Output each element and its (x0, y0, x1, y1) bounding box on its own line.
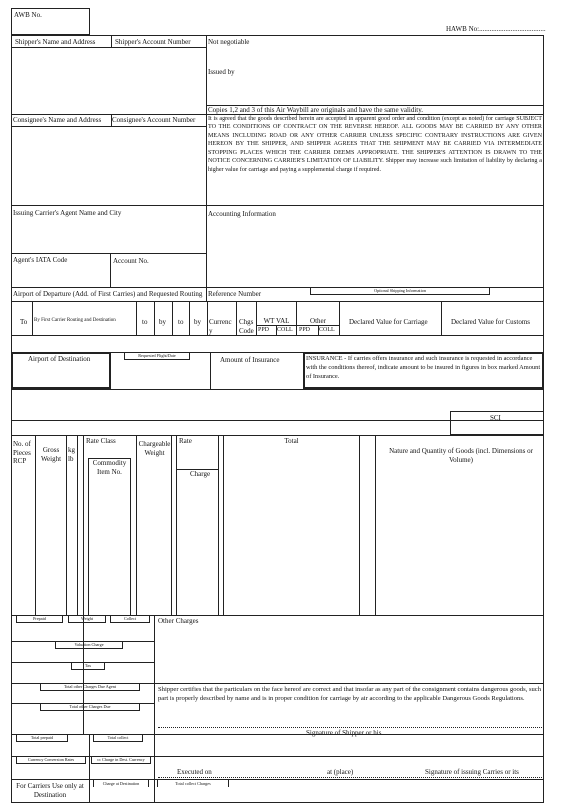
bottom-divider-1 (89, 734, 90, 802)
shipper-header-line (11, 47, 207, 48)
declared-carriage-label: Declared Value for Carriage (349, 318, 428, 326)
total-collect-tab (93, 734, 143, 742)
goods-col-11 (223, 435, 224, 615)
route-col-4 (172, 301, 173, 335)
declared-customs-label: Declared Value for Customs (451, 318, 530, 326)
goods-col-4 (83, 435, 84, 615)
carrier-use-line (11, 779, 544, 780)
weight-tab (68, 615, 106, 623)
airport-destination-label: Airport of Destination (28, 355, 91, 363)
route-col-2 (136, 301, 137, 335)
total-prepaid-tab (16, 734, 68, 742)
goods-col-8 (171, 435, 172, 615)
other-coll-label: COLL (319, 327, 335, 333)
insurance-text: INSURANCE - If carries offers insurance and such insurance is requested in accordance with the conditions thereof, indicate amount to be insured in figures in box marked Amount of Insurance. (306, 355, 541, 380)
route-col-1 (32, 301, 33, 335)
requested-flight-label: Requested Flight/Date (138, 353, 176, 358)
optional-shipping-label: Optional Shipping Information (374, 288, 426, 293)
gross-weight-label: Gross Weight (40, 446, 62, 463)
currency-conversion-label: Currency Conversion Rates (27, 757, 75, 762)
reference-divider (206, 287, 207, 301)
goods-col-7 (136, 435, 137, 615)
cc-charges-dest-label: cc Charge in Dest. Currency (97, 757, 145, 762)
wt-coll-label: COLL (277, 327, 293, 333)
contract-conditions-text: It is agreed that the goods described herein are accepted in apparent good order and condition (except as noted) for carriage SUBJECT TO THE CONDITIONS OF CONTRACT ON THE REVERSE HEREOF. ALL GOODS MAY BE CARRIED BY ANY OTHER MEANS INCLUDING ROAD OR ANY OTHER CARRIER UNLESS SPECIFIC CONTRARY INSTRUCTIONS ARE GIVEN HEREON BY THE SHIPPER, AND SHIPPER AGREES THAT THE SHIPMENT MAY BE CARRIED VIA INTERMEDIATE STOPPING PLACES WHICH THE CARRIER DEEMS APPROPRIATE. THE SHIPPER'S ATTENTION IS DRAWN TO THE NOTICE CONCERNING CARRIER'S LIMITATION OF LIABILITY. Shipper may increase such limitation of liability by declaring a higher value for carriage and paying a supplemental charge if required. (208, 116, 542, 173)
not-negotiable-label: Not negotiable (208, 38, 250, 46)
nature-quantity-label: Nature and Quantity of Goods (incl. Dimensions or Volume) (389, 447, 533, 464)
accounting-information-label: Accounting Information (208, 210, 276, 218)
tax-label: Tax (84, 663, 92, 668)
total-collect-charges-label: Total collect Charges (175, 781, 211, 786)
goods-col-6 (130, 458, 131, 615)
route-col-6 (207, 301, 208, 335)
goods-col-5 (88, 458, 89, 615)
flight-divider (210, 352, 211, 389)
route-col-7 (236, 301, 237, 335)
total-other-agent-tab (40, 683, 140, 691)
copies-note: Copies 1,2 and 3 of this Air Waybill are originals and have the same validity. (208, 106, 424, 114)
currency-label: Currency (209, 318, 232, 335)
shipper-name-address-label: Shipper's Name and Address (15, 38, 96, 46)
amount-insurance-label: Amount of Insurance (220, 356, 280, 364)
goods-col-12 (359, 435, 360, 615)
shipper-certification-text: Shipper certifies that the particulars on the face hereof are correct and that insofar as any part of the consignment contains dangerous goods, such part is properly described by name and is in proper condition for carriage by air according to the applicable Dangerous Goods Regulations. (158, 686, 542, 702)
form-left-border (11, 35, 12, 803)
no-of-pieces-label: No. of Pieces RCP (13, 440, 31, 465)
goods-col-1 (35, 435, 36, 615)
shipper-signature-line (158, 727, 542, 728)
kg-lb-label: kg lb (68, 446, 75, 463)
shipper-header-divider (111, 35, 112, 47)
goods-col-3 (77, 435, 78, 615)
consignee-name-address-label: Consignee's Name and Address (13, 116, 102, 124)
wt-val-label: WT VAL (263, 317, 290, 325)
awb-no-label: AWB No. (14, 11, 42, 19)
route-col-5 (189, 301, 190, 335)
valuation-charge-label: Valuation Charge (74, 642, 104, 647)
iata-divider (110, 253, 111, 287)
prepaid-tab (16, 615, 63, 623)
other-ppd-label: PPD (299, 327, 311, 333)
requested-flight-tab (124, 352, 190, 360)
prepaid-label: Prepaid (33, 616, 46, 621)
other-label: Other (310, 317, 326, 325)
reference-number-label: Reference Number (208, 290, 262, 298)
rate-label: Rate (179, 437, 192, 445)
route-to2-label: to (142, 318, 148, 326)
wt-ppd-label: PPD (258, 327, 270, 333)
total-other-agent-label: Total other Charges Due Agent (64, 684, 116, 689)
chgs-code-label: Chgs Code (239, 318, 254, 335)
weight-label: Weight (81, 616, 93, 621)
collect-label: Collect (123, 616, 137, 621)
prepaid-collect-divider (83, 615, 84, 735)
total-prepaid-line (11, 734, 544, 735)
cc-charges-dest-tab (91, 756, 151, 764)
tax-tab (71, 662, 105, 670)
hawb-no-label: HAWB No:...................................... (446, 25, 546, 33)
route-to-label: To (20, 318, 28, 326)
issuing-carrier-agent-label: Issuing Carrier's Agent Name and City (13, 209, 122, 217)
executed-on-label: Executed on (177, 768, 212, 776)
handling-top-line (11, 389, 544, 390)
charges-divider (154, 615, 155, 734)
route-col-10 (339, 301, 340, 335)
charge-label: Charge (190, 470, 211, 478)
rate-class-label: Rate Class (86, 437, 116, 445)
total-label: Total (284, 437, 299, 445)
form-top-border (11, 35, 544, 36)
route-to3-label: to (178, 318, 184, 326)
executed-line (158, 777, 542, 778)
other-charges-label: Other Charges (158, 617, 199, 625)
goods-col-9 (176, 435, 177, 615)
airport-departure-label: Airport of Departure (Add. of First Carries) and Requested Routing (13, 290, 203, 298)
consignee-header-line (11, 126, 207, 127)
commodity-item-label: Commodity Item No. (92, 459, 127, 476)
consignee-account-number-label: Consignee's Account Number (112, 116, 196, 124)
issued-by-label: Issued by (208, 68, 235, 76)
collect-tab (110, 615, 150, 623)
agent-top-line (11, 205, 544, 206)
goods-header-top-line (11, 435, 544, 436)
signature-shipper-label: Signature of Shipper or his (306, 729, 382, 737)
total-collect-charges-tab (157, 779, 229, 787)
at-place-label: at (place) (327, 768, 354, 776)
goods-col-13 (375, 435, 376, 615)
bottom-divider-2 (154, 734, 155, 802)
currency-conversion-tab (16, 756, 86, 764)
charges-at-destination-tab (93, 779, 149, 787)
main-column-divider (206, 35, 207, 287)
route-col-3 (154, 301, 155, 335)
sci-label: SCI (490, 414, 501, 422)
routing-row-line (11, 301, 544, 302)
charges-at-destination-label: Charge at Destination (102, 781, 140, 786)
destination-top-line (11, 335, 544, 336)
for-carriers-use-label: For Carriers Use only at Destination (16, 782, 84, 799)
valuation-charge-tab (55, 641, 123, 649)
goods-col-10 (218, 435, 219, 615)
optional-shipping-info-tab (310, 287, 490, 295)
by-first-carrier-label: By First Carrier Routing and Destination (34, 318, 116, 323)
route-by3-label: by (194, 318, 201, 326)
account-no-label: Account No. (113, 257, 149, 265)
total-prepaid-label: Total prepaid (30, 735, 54, 740)
chargeable-weight-label: Chargeable Weight (138, 440, 171, 457)
total-other-carrier-tab (40, 703, 140, 711)
total-collect-label: Total collect (107, 735, 129, 740)
shipper-account-number-label: Shipper's Account Number (115, 38, 191, 46)
signature-carrier-label: Signature of issuing Carries or its (425, 768, 519, 776)
route-col-11 (441, 301, 442, 335)
goods-col-2 (66, 435, 67, 615)
iata-top-line (11, 253, 207, 254)
total-other-carrier-label: Total other Charges Due (69, 704, 111, 709)
agent-iata-code-label: Agent's IATA Code (13, 256, 68, 264)
form-bottom-border (11, 802, 544, 803)
route-by2-label: by (159, 318, 166, 326)
